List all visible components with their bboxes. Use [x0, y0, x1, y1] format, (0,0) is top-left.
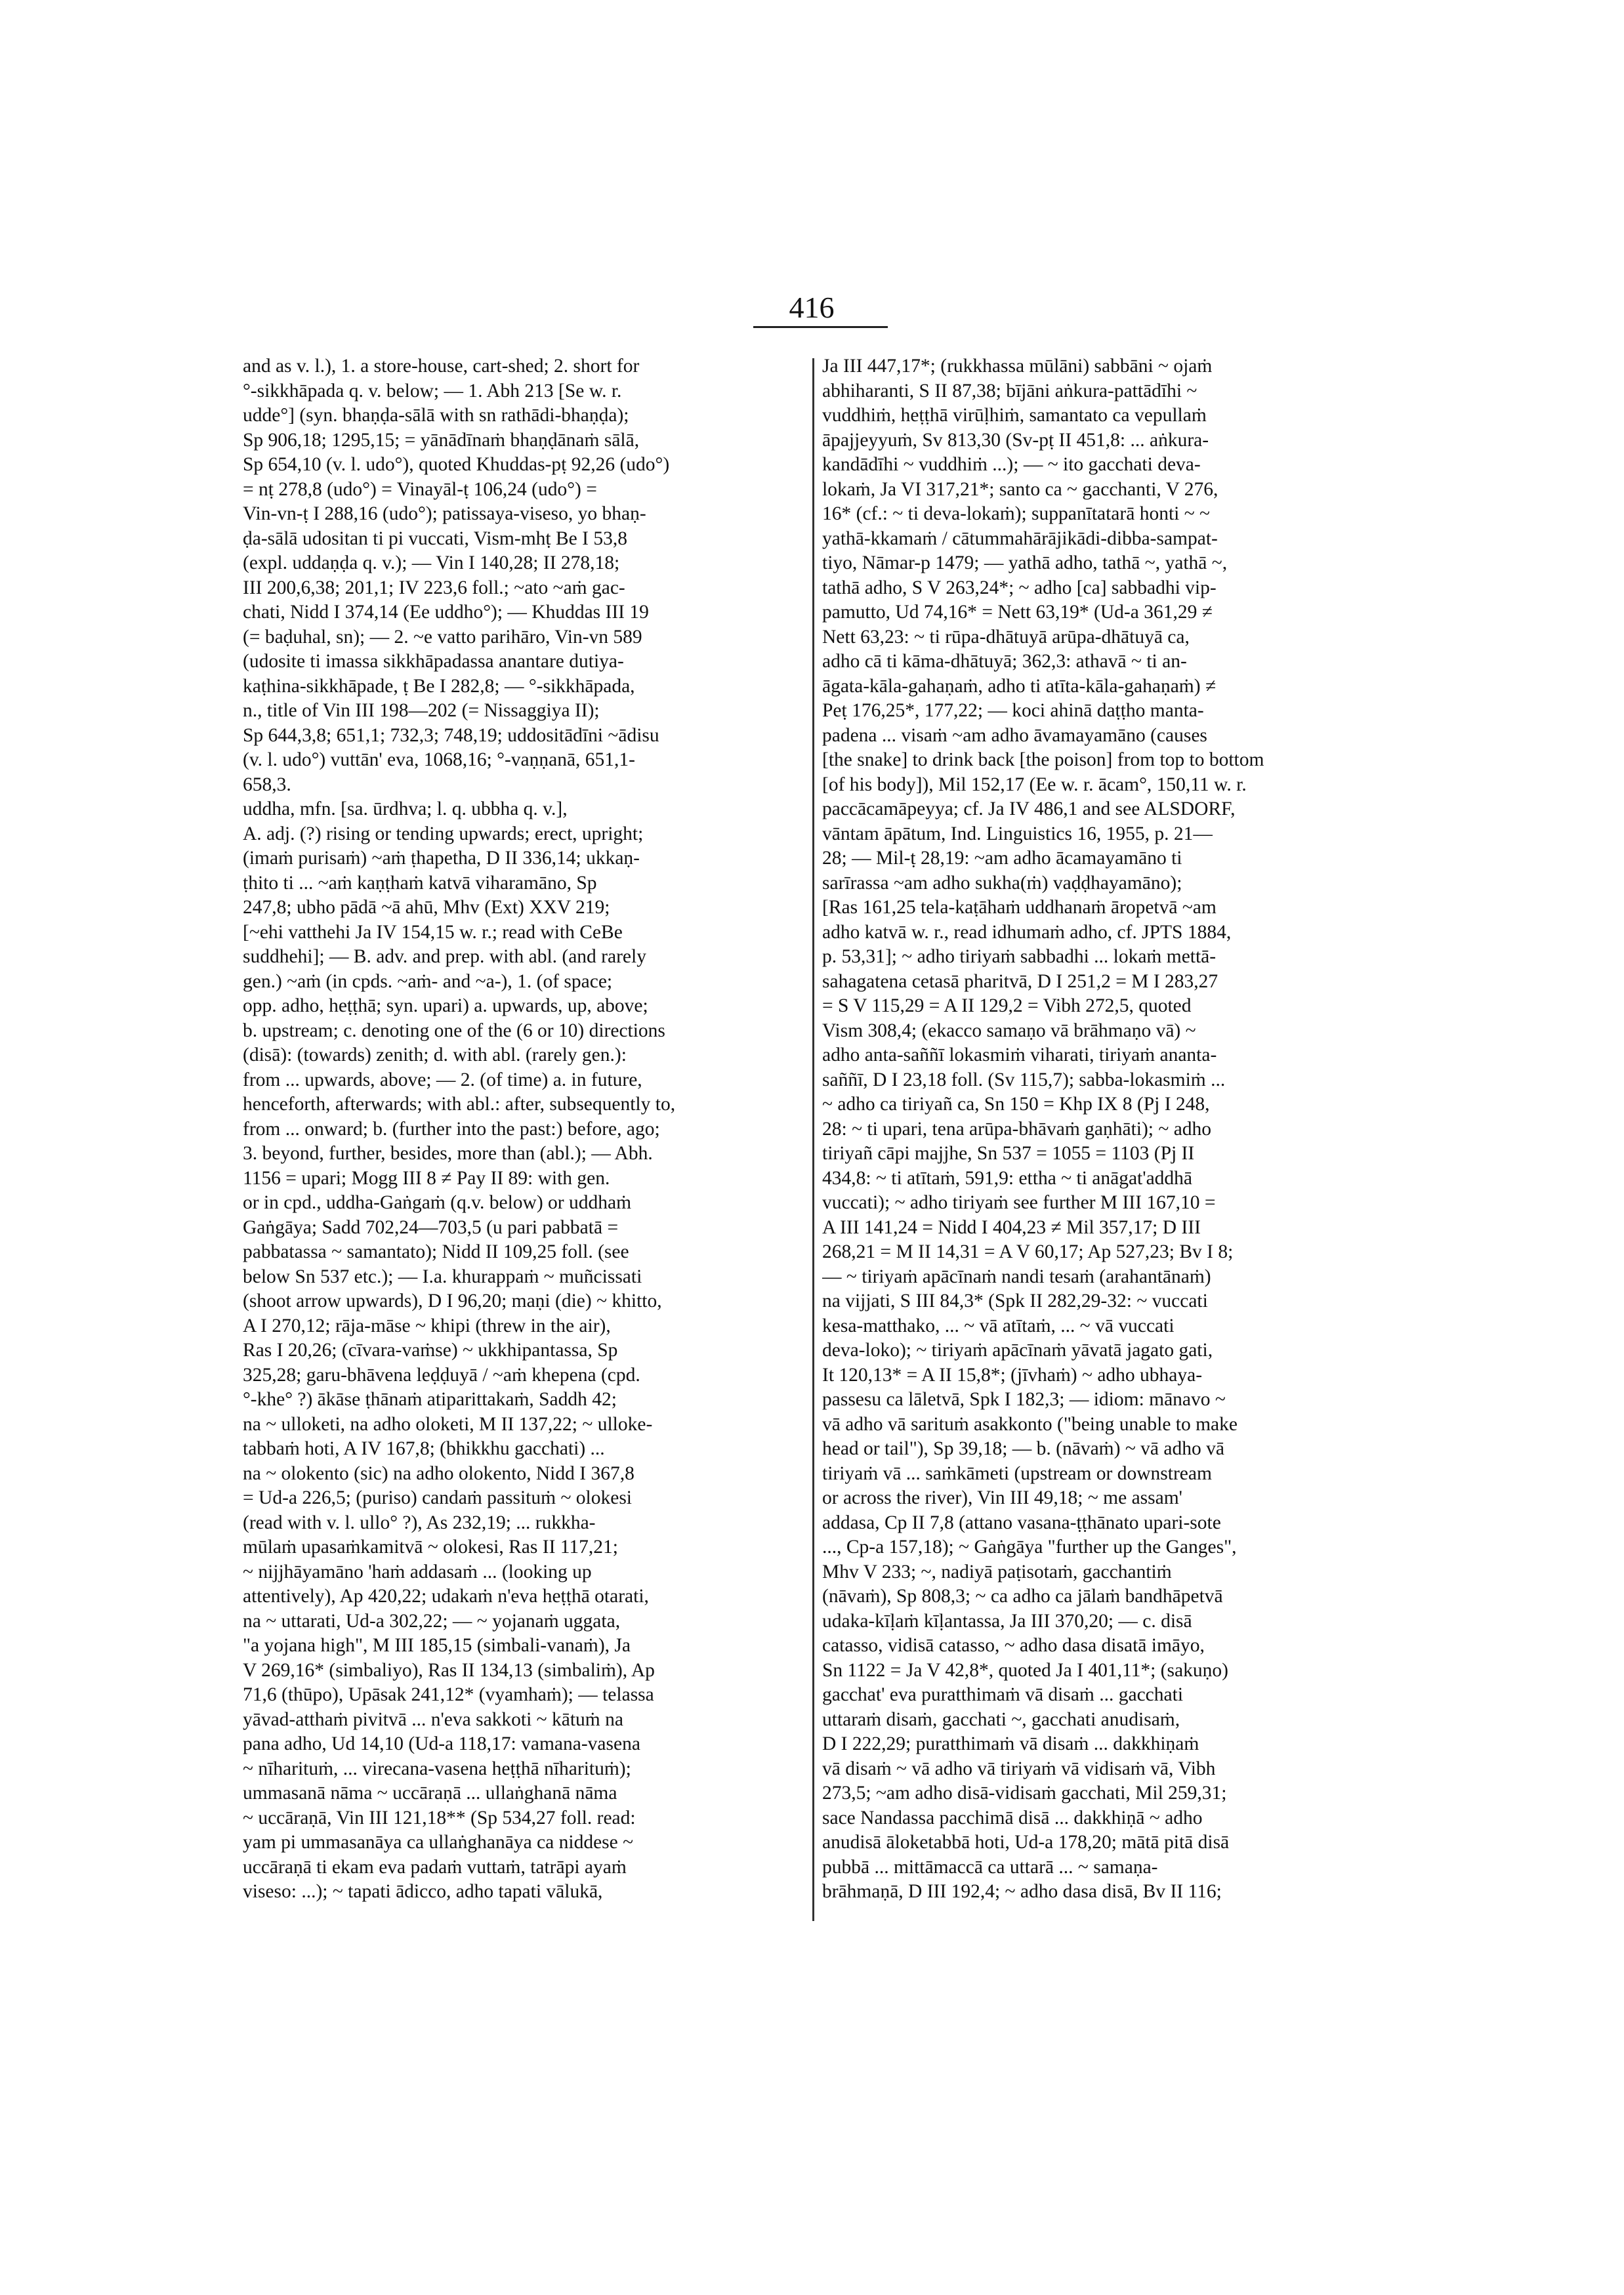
entry-text-line: Peṭ 176,25*, 177,22; — koci ahinā daṭṭho manta- — [822, 700, 1204, 721]
entry-text-line: (nāvaṁ), Sp 808,3; ~ ca adho ca jālaṁ bandhāpetvā — [822, 1586, 1223, 1607]
entry-text-line: — ~ tiriyaṁ apācīnaṁ nandi tesaṁ (arahantānaṁ) — [822, 1266, 1211, 1287]
entry-text-line: yam pi ummasanāya ca ullaṅghanāya ca niddese ~ — [243, 1832, 634, 1853]
entry-text-line: passesu ca lāletvā, Spk I 182,3; — idiom: mānavo ~ — [822, 1389, 1226, 1410]
entry-text-line: Ras I 20,26; (cīvara-vaṁse) ~ ukkhipantassa, Sp — [243, 1340, 618, 1361]
entry-text-line: (read with v. l. ullo° ?), As 232,19; ... rukkha- — [243, 1512, 596, 1533]
entry-text-line: āpajjeyyuṁ, Sv 813,30 (Sv-pṭ II 451,8: ... aṅkura- — [822, 429, 1209, 451]
entry-text-line: vāntam āpātum, Ind. Linguistics 16, 1955, p. 21— — [822, 823, 1213, 844]
entry-text-line: [~ehi vatthehi Ja IV 154,15 w. r.; read with CeBe — [243, 921, 623, 943]
entry-text-line: vuccati); ~ adho tiriyaṁ see further M III 167,10 = — [822, 1192, 1216, 1213]
entry-text-line: 3. beyond, further, besides, more than (abl.); — Abh. — [243, 1143, 653, 1164]
entry-text-line: na ~ uttarati, Ud-a 302,22; — ~ yojanaṁ uggata, — [243, 1610, 621, 1632]
entry-text-line: Gaṅgāya; Sadd 702,24—703,5 (u pari pabbatā = — [243, 1216, 619, 1238]
entry-text-line: kesa-matthako, ... ~ vā atītaṁ, ... ~ vā vuccati — [822, 1315, 1175, 1336]
entry-text-line: 273,5; ~am adho disā-vidisaṁ gacchati, Mil 259,31; — [822, 1783, 1227, 1804]
entry-text-line: deva-loko); ~ tiriyaṁ apācīnaṁ yāvatā jagato gati, — [822, 1340, 1213, 1361]
entry-text-line: V 269,16* (simbaliyo), Ras II 134,13 (simbaliṁ), Ap — [243, 1659, 655, 1681]
entry-text-line: suddhehi]; — B. adv. and prep. with abl. (and rarely — [243, 946, 646, 967]
entry-text-line: head or tail"), Sp 39,18; — b. (nāvaṁ) ~ vā adho vā — [822, 1438, 1224, 1459]
entry-text-line: = nṭ 278,8 (udo°) = Vinayāl-ṭ 106,24 (udo°) = — [243, 478, 597, 500]
entry-text-line: and as v. l.), 1. a store-house, cart-shed; 2. short for — [243, 356, 640, 377]
entry-text-line: A. adj. (?) rising or tending upwards; erect, upright; — [243, 823, 644, 844]
entry-text-line: tiriyaṁ vā ... saṁkāmeti (upstream or downstream — [822, 1462, 1212, 1484]
entry-text-line: ..., Cp-a 157,18); ~ Gaṅgāya "further up the Ganges", — [822, 1537, 1237, 1558]
entry-text-line: (expl. uddaṇḍa q. v.); — Vin I 140,28; II 278,18; — [243, 552, 620, 573]
entry-text-line: (imaṁ purisaṁ) ~aṁ ṭhapetha, D II 336,14; ukkaṇ- — [243, 848, 640, 869]
entry-text-line: pana adho, Ud 14,10 (Ud-a 118,17: vamana-vasena — [243, 1733, 640, 1754]
entry-text-line: gacchat' eva puratthimaṁ vā disaṁ ... gacchati — [822, 1684, 1184, 1705]
entry-text-line: = Ud-a 226,5; (puriso) candaṁ passituṁ ~ olokesi — [243, 1487, 632, 1508]
entry-text-line: attentively), Ap 420,22; udakaṁ n'eva heṭṭhā otarati, — [243, 1586, 649, 1607]
page-number: 416 — [789, 291, 835, 324]
entry-text-line: uttaraṁ disaṁ, gacchati ~, gacchati anudisaṁ, — [822, 1708, 1180, 1730]
entry-text-line: °-sikkhāpada q. v. below; — 1. Abh 213 [Se w. r. — [243, 380, 622, 402]
entry-text-line: paccācamāpeyya; cf. Ja IV 486,1 and see ALSDORF, — [822, 798, 1236, 819]
entry-text-line: 71,6 (thūpo), Upāsak 241,12* (vyamhaṁ); — telassa — [243, 1684, 654, 1705]
entry-text-line: pamutto, Ud 74,16* = Nett 63,19* (Ud-a 361,29 ≠ — [822, 602, 1213, 623]
left-column — [243, 354, 808, 1905]
entry-text-line: from ... onward; b. (further into the past:) before, ago; — [243, 1118, 660, 1140]
entry-text-line: (shoot arrow upwards), D I 96,20; maṇi (die) ~ khitto, — [243, 1291, 662, 1312]
entry-text-line: (udosite ti imassa sikkhāpadassa anantare dutiya- — [243, 651, 624, 672]
entry-text-line: na vijjati, S III 84,3* (Spk II 282,29-32: ~ vuccati — [822, 1291, 1208, 1312]
entry-text-line: opp. adho, heṭṭhā; syn. upari) a. upwards, up, above; — [243, 995, 648, 1016]
entry-text-line: 16* (cf.: ~ ti deva-lokaṁ); suppanītatarā honti ~ ~ — [822, 503, 1211, 524]
entry-text-line: A I 270,12; rāja-māse ~ khipi (threw in the air), — [243, 1315, 611, 1336]
entry-text-line: vuddhiṁ, heṭṭhā virūḷhiṁ, samantato ca vepullaṁ — [822, 405, 1207, 426]
entry-text-line: yathā-kkamaṁ / cātummahārājikādi-dibba-sampat- — [822, 527, 1218, 549]
entry-text-line: vā adho vā sarituṁ asakkonto ("being unable to make — [822, 1413, 1238, 1435]
entry-text-line: addasa, Cp II 7,8 (attano vasana-ṭṭhānato upari-sote — [822, 1512, 1221, 1533]
entry-text-line: (v. l. udo°) vuttān' eva, 1068,16; °-vaṇṇanā, 651,1- — [243, 749, 636, 770]
entry-text-line: (disā): (towards) zenith; d. with abl. (rarely gen.): — [243, 1044, 627, 1065]
entry-text-line: ummasanā nāma ~ uccāraṇā ... ullaṅghanā nāma — [243, 1783, 617, 1804]
entry-text-line: III 200,6,38; 201,1; IV 223,6 foll.; ~ato ~aṁ gac- — [243, 577, 625, 598]
entry-text-line: pabbatassa ~ samantato); Nidd II 109,25 foll. (see — [243, 1241, 629, 1262]
entry-text-line: "a yojana high", M III 185,15 (simbali-vanaṁ), Ja — [243, 1635, 631, 1656]
entry-text-line: sace Nandassa pacchimā disā ... dakkhiṇā ~ adho — [822, 1807, 1203, 1829]
entry-text-line: 268,21 = M II 14,31 = A V 60,17; Ap 527,23; Bv I 8; — [822, 1241, 1234, 1262]
entry-text-line: (= baḍuhal, sn); — 2. ~e vatto parihāro, Vin-vn 589 — [243, 626, 642, 648]
entry-text-line: vā disaṁ ~ vā adho vā tiriyaṁ vā vidisaṁ vā, Vibh — [822, 1758, 1216, 1779]
entry-text-line: pubbā ... mittāmaccā ca uttarā ... ~ samaṇa- — [822, 1856, 1158, 1878]
entry-text-line: It 120,13* = A II 15,8*; (jīvhaṁ) ~ adho ubhaya- — [822, 1364, 1203, 1386]
entry-text-line: ṭhito ti ... ~aṁ kaṇṭhaṁ katvā viharamāno, Sp — [243, 872, 597, 894]
entry-text-line: sarīrassa ~am adho sukha(ṁ) vaḍḍhayamāno); — [822, 872, 1182, 894]
entry-text-line: 325,28; garu-bhāvena leḍḍuyā / ~aṁ khepena (cpd. — [243, 1364, 640, 1386]
entry-text-line: Nett 63,23: ~ ti rūpa-dhātuyā arūpa-dhātuyā ca, — [822, 626, 1190, 648]
entry-text-line: kandādīhi ~ vuddhiṁ ...); — ~ ito gacchati deva- — [822, 454, 1201, 475]
entry-text-line: abhiharanti, S II 87,38; bījāni aṅkura-pattādīhi ~ — [822, 380, 1197, 402]
entry-text-line: ḍa-sālā udositan ti pi vuccati, Vism-mhṭ Be I 53,8 — [243, 527, 627, 549]
entry-text-line: Vin-vn-ṭ I 288,16 (udo°); patissaya-viseso, yo bhaṇ- — [243, 503, 646, 524]
entry-text-line: Sp 906,18; 1295,15; = yānādīnaṁ bhaṇḍānaṁ sālā, — [243, 429, 640, 451]
entry-text-line: n., title of Vin III 198—202 (= Nissaggiya II); — [243, 700, 600, 721]
entry-text-line: D I 222,29; puratthimaṁ vā disaṁ ... dakkhiṇaṁ — [822, 1733, 1199, 1754]
entry-text-line: āgata-kāla-gahaṇaṁ, adho ti atīta-kāla-gahaṇaṁ) ≠ — [822, 675, 1217, 697]
entry-text-line: Vism 308,4; (ekacco samaṇo vā brāhmaṇo vā) ~ — [822, 1020, 1196, 1041]
entry-text-line: udde°] (syn. bhaṇḍa-sālā with sn rathādi-bhaṇḍa); — [243, 405, 629, 426]
entry-text-line: = S V 115,29 = A II 129,2 = Vibh 272,5, quoted — [822, 995, 1192, 1016]
entry-text-line: Sn 1122 = Ja V 42,8*, quoted Ja I 401,11*; (sakuṇo) — [822, 1659, 1228, 1681]
entry-text-line: adho cā ti kāma-dhātuyā; 362,3: athavā ~ ti an- — [822, 651, 1187, 672]
right-column — [822, 354, 1388, 1905]
entry-text-line: henceforth, afterwards; with abl.: after, subsequently to, — [243, 1094, 676, 1115]
page-number-underline — [753, 326, 888, 328]
entry-text-line: b. upstream; c. denoting one of the (6 or 10) directions — [243, 1020, 665, 1041]
entry-text-line: 434,8: ~ ti atītaṁ, 591,9: ettha ~ ti anāgat'addhā — [822, 1167, 1193, 1189]
entry-text-line: °-khe° ?) ākāse ṭhānaṁ atiparittakaṁ, Saddh 42; — [243, 1389, 617, 1410]
entry-text-line: ~ uccāraṇā, Vin III 121,18** (Sp 534,27 foll. read: — [243, 1807, 636, 1829]
entry-text-line: tabbaṁ hoti, A IV 167,8; (bhikkhu gacchati) ... — [243, 1438, 605, 1459]
entry-text-line: adho anta-saññī lokasmiṁ viharati, tiriyaṁ ananta- — [822, 1044, 1217, 1065]
entry-text-line: tiyo, Nāmar-p 1479; — yathā adho, tathā ~, yathā ~, — [822, 552, 1228, 573]
entry-text-line: kaṭhina-sikkhāpade, ṭ Be I 282,8; — °-sikkhāpada, — [243, 675, 635, 697]
entry-text-line: saññī, D I 23,18 foll. (Sv 115,7); sabba-lokasmiṁ ... — [822, 1069, 1226, 1090]
entry-text-line: or in cpd., uddha-Gaṅgaṁ (q.v. below) or uddhaṁ — [243, 1192, 632, 1213]
entry-text-line: [of his body]), Mil 152,17 (Ee w. r. ācam°, 150,11 w. r. — [822, 774, 1247, 795]
entry-text-line: [Ras 161,25 tela-kaṭāhaṁ uddhanaṁ āropetvā ~am — [822, 897, 1217, 918]
entry-text-line: or across the river), Vin III 49,18; ~ me assam' — [822, 1487, 1182, 1508]
entry-text-line: ~ nijjhāyamāno 'haṁ addasaṁ ... (looking up — [243, 1561, 592, 1582]
entry-text-line: tathā adho, S V 263,24*; ~ adho [ca] sabbadhi vip- — [822, 577, 1217, 598]
entry-text-line: uccāraṇā ti ekam eva padaṁ vuttaṁ, tatrāpi ayaṁ — [243, 1856, 627, 1878]
entry-text-line: anudisā āloketabbā hoti, Ud-a 178,20; mātā pitā disā — [822, 1832, 1230, 1853]
column-divider — [812, 358, 814, 1921]
entry-text-line: 28: ~ ti upari, tena arūpa-bhāvaṁ gaṇhāti); ~ adho — [822, 1118, 1212, 1140]
entry-text-line: yāvad-atthaṁ pivitvā ... n'eva sakkoti ~ kātuṁ na — [243, 1708, 623, 1730]
entry-text-line: adho katvā w. r., read idhumaṁ adho, cf. JPTS 1884, — [822, 921, 1232, 943]
entry-text-line: below Sn 537 etc.); — I.a. khurappaṁ ~ muñcissati — [243, 1266, 642, 1287]
entry-text-line: [the snake] to drink back [the poison] from top to bottom — [822, 749, 1264, 770]
entry-text-line: padena ... visaṁ ~am adho āvamayamāno (causes — [822, 724, 1207, 746]
entry-text-line: from ... upwards, above; — 2. (of time) a. in future, — [243, 1069, 642, 1090]
entry-text-line: 658,3. — [243, 774, 291, 795]
entry-text-line: brāhmaṇā, D III 192,4; ~ adho dasa disā, Bv II 116; — [822, 1881, 1222, 1902]
entry-text-line: catasso, vidisā catasso, ~ adho dasa disatā imāyo, — [822, 1635, 1205, 1656]
entry-text-line: Sp 654,10 (v. l. udo°), quoted Khuddas-pṭ 92,26 (udo°) — [243, 454, 670, 475]
entry-text-line: ~ nīharituṁ, ... virecana-vasena heṭṭhā nīharituṁ); — [243, 1758, 631, 1779]
entry-text-line: Ja III 447,17*; (rukkhassa mūlāni) sabbāni ~ ojaṁ — [822, 356, 1213, 377]
entry-text-line: mūlaṁ upasaṁkamitvā ~ olokesi, Ras II 117,21; — [243, 1537, 618, 1558]
entry-text-line: tiriyañ cāpi majjhe, Sn 537 = 1055 = 1103 (Pj II — [822, 1143, 1195, 1164]
entry-text-line: na ~ ulloketi, na adho oloketi, M II 137,22; ~ ulloke- — [243, 1413, 653, 1435]
entry-text-line: chati, Nidd I 374,14 (Ee uddho°); — Khuddas III 19 — [243, 602, 649, 623]
entry-text-line: 1156 = upari; Mogg III 8 ≠ Pay II 89: with gen. — [243, 1167, 610, 1189]
entry-text-line: 28; — Mil-ṭ 28,19: ~am adho ācamayamāno ti — [822, 848, 1182, 869]
entry-text-line: Mhv V 233; ~, nadiyā paṭisotaṁ, gacchantiṁ — [822, 1561, 1172, 1582]
entry-text-line: udaka-kīḷaṁ kīḷantassa, Ja III 370,20; — c. disā — [822, 1610, 1192, 1632]
entry-text-line: ~ adho ca tiriyañ ca, Sn 150 = Khp IX 8 (Pj I 248, — [822, 1094, 1210, 1115]
entry-text-line: na ~ olokento (sic) na adho olokento, Nidd I 367,8 — [243, 1462, 635, 1484]
entry-text-line: uddha, mfn. [sa. ūrdhva; l. q. ubbha q. v.], — [243, 798, 568, 819]
entry-text-line: gen.) ~aṁ (in cpds. ~aṁ- and ~a-), 1. (of space; — [243, 970, 613, 992]
entry-text-line: p. 53,31]; ~ adho tiriyaṁ sabbadhi ... lokaṁ mettā- — [822, 946, 1217, 967]
entry-text-line: Sp 644,3,8; 651,1; 732,3; 748,19; uddositādīni ~ādisu — [243, 724, 659, 746]
entry-text-line: sahagatena cetasā pharitvā, D I 251,2 = M I 283,27 — [822, 970, 1218, 992]
entry-text-line: lokaṁ, Ja VI 317,21*; santo ca ~ gacchanti, V 276, — [822, 478, 1218, 500]
entry-text-line: A III 141,24 = Nidd I 404,23 ≠ Mil 357,17; D III — [822, 1216, 1201, 1238]
entry-text-line: 247,8; ubho pādā ~ā ahū, Mhv (Ext) XXV 219; — [243, 897, 610, 918]
entry-text-line: viseso: ...); ~ tapati ādicco, adho tapati vālukā, — [243, 1881, 603, 1902]
